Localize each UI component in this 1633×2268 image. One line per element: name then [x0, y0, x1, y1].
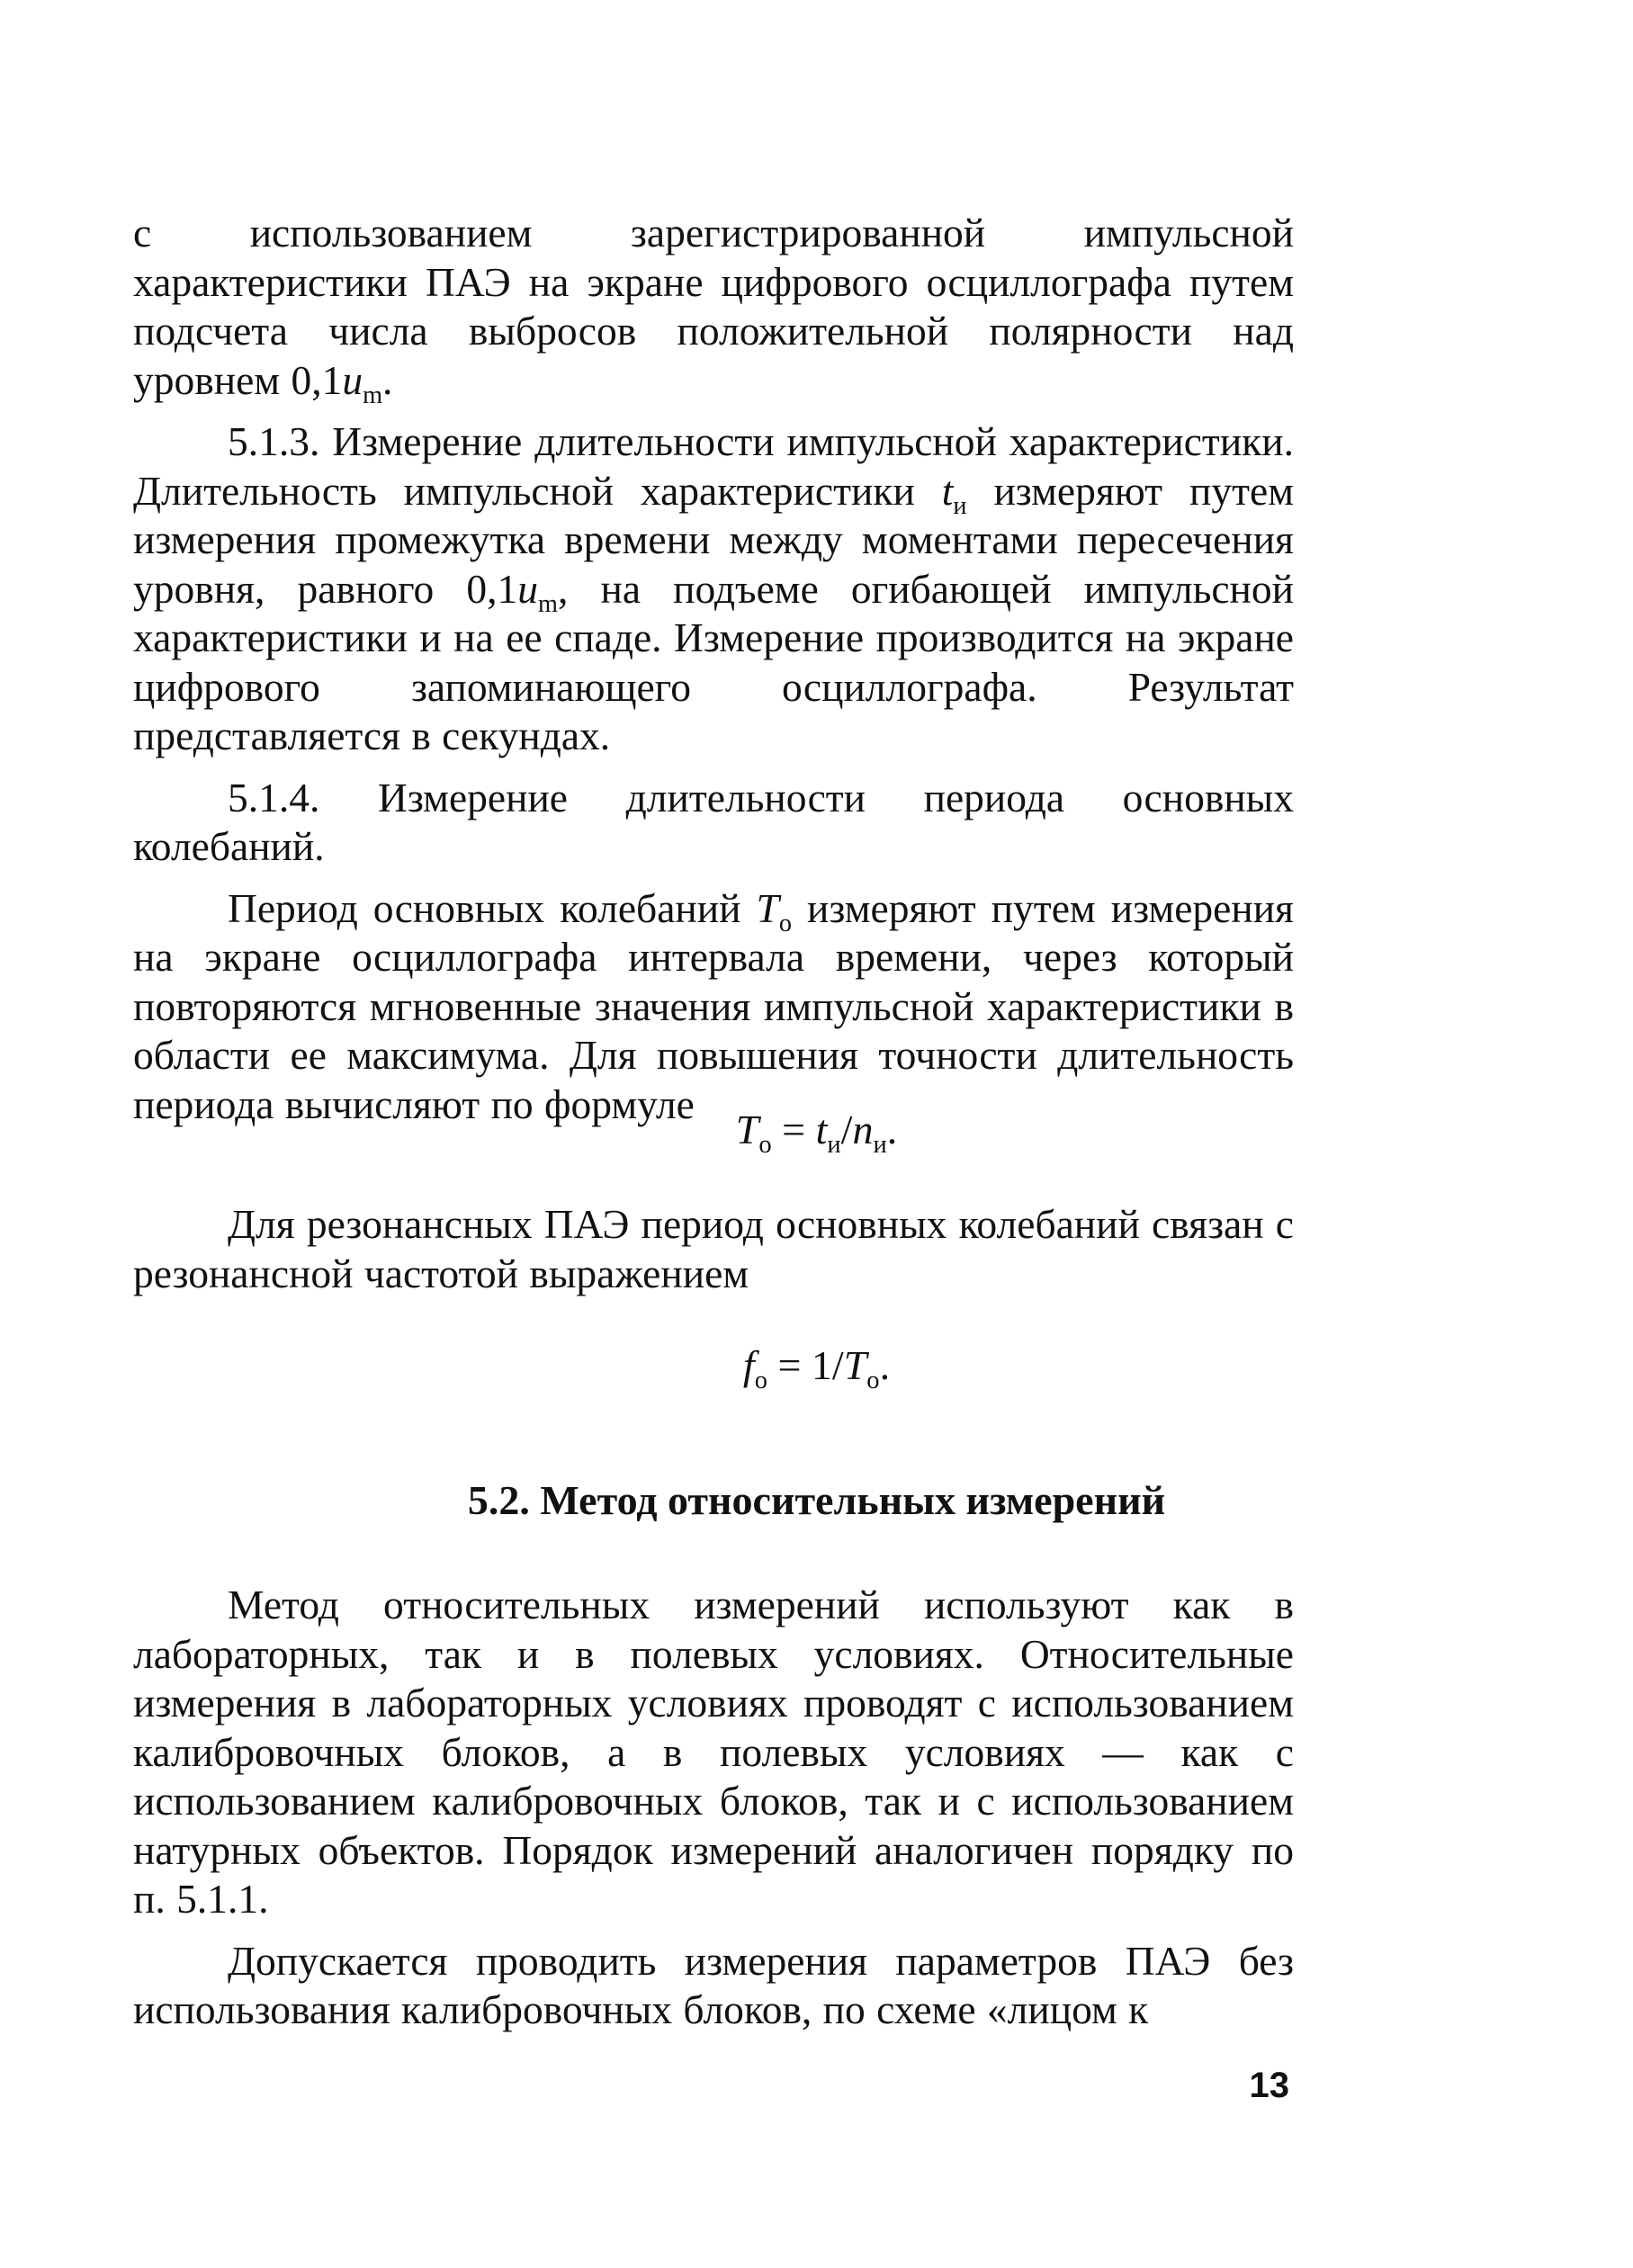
- paragraph-continuation: с использованием зарегистрированной импульсной характеристики ПАЭ на экране цифрового осциллографа путем подсчета числа выбросов положительной полярности над уровнем $0,1u_m$.: [133, 210, 1294, 409]
- paragraph-5-1-4: 5.1.4. Измерение длительности периода основных колебаний.: [133, 774, 1294, 869]
- formula-period: $T_о = t_и/n_и$.: [735, 1107, 898, 1160]
- paragraph-period: Период основных колебаний $T_о$ измеряют путем измерения на экране осциллографа интервала времени, через который повторяются мгновенные значения импульсной характеристики в области ее максимума. Для повышения точности длительность периода вычисляют по формуле: [133, 884, 1294, 1127]
- body-text-top: [133, 209, 1294, 1129]
- paragraph-5-1-3: 5.1.3. Измерение длительности импульсной характеристики. Длительность импульсной характеристики $t_и$ измеряют путем измерения промежутка времени между моментами пересечения уровня, равного $0,1u_m$, на подъеме огибающей импульсной характеристики и на ее спаде. Измерение производится на экране цифрового запоминающего осциллографа. Результат представляется в секундах.: [133, 418, 1295, 758]
- body-text-resonant: [133, 1200, 1294, 1298]
- formula-frequency: $f_о = 1/T_о$.: [742, 1342, 891, 1395]
- paragraph-relative-method: Метод относительных измерений используют как в лабораторных, так и в полевых условиях. Относительные измерения в лабораторных условиях проводят с использованием калибровочных блоков, а в полевых условиях — как с использованием калибровочных блоков, так и с использованием натурных объектов. Порядок измерений аналогичен порядку по п. 5.1.1.: [133, 1582, 1294, 1922]
- page-number: 13: [1249, 2066, 1289, 2105]
- paragraph-allowed: Допускается проводить измерения параметров ПАЭ без использования калибровочных блоков, по схеме «лицом к: [133, 1937, 1294, 2032]
- section-heading: 5.2. Метод относительных измерений: [467, 1477, 1166, 1523]
- body-text-bottom: [133, 1581, 1294, 2035]
- paragraph-resonant: Для резонансных ПАЭ период основных колебаний связан с резонансной частотой выражением: [133, 1201, 1294, 1296]
